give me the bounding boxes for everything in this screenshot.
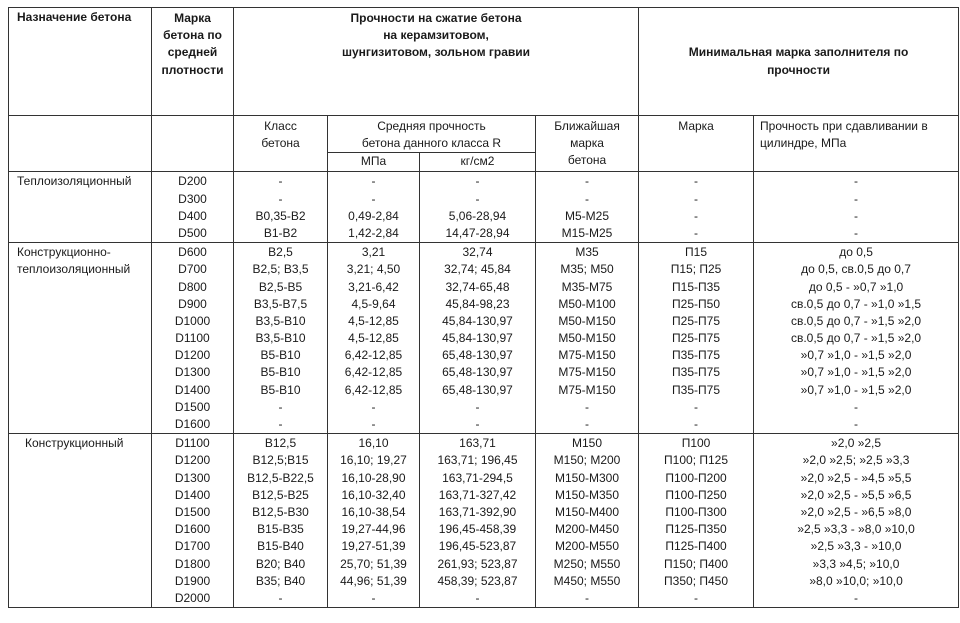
group-row <box>9 434 959 608</box>
sub-kgcm: кг/см2 <box>420 153 536 172</box>
col-kgcm: 163,71 163,71; 196,45 163,71-294,5 163,71-327,42 163,71-392,90 196,45-458,39 196,45-523,87 261,93; 523,87 458,39; 523,87 - <box>420 434 536 608</box>
header-mark-density: Марка бетона по средней плотности <box>152 8 234 116</box>
col-filler-mark: П100 П100; П125 П100-П200 П100-П250 П100-П300 П125-П350 П125-П400 П150; П400 П350; П450 - <box>639 434 754 608</box>
col-mpa: - - 0,49-2,84 1,42-2,84 <box>328 172 420 243</box>
sub-class: Класс бетона <box>234 116 328 172</box>
group-purpose: Конструкционно- теплоизоляционный <box>9 243 152 434</box>
sub-nearest: Ближайшая марка бетона <box>536 116 639 172</box>
header-purpose: Назначение бетона <box>9 8 152 116</box>
col-class: B12,5 B12,5;B15 B12,5-B22,5 B12,5-B25 B12,5-B30 B15-B35 B15-B40 B20; B40 B35; B40 - <box>234 434 328 608</box>
col-kgcm: 32,74 32,74; 45,84 32,74-65,48 45,84-98,23 45,84-130,97 45,84-130,97 65,48-130,97 65,48-130,97 65,48-130,97 - - <box>420 243 536 434</box>
group-purpose: Теплоизоляционный <box>9 172 152 243</box>
col-class: B2,5 B2,5; B3,5 B2,5-B5 B3,5-B7,5 B3,5-B10 B3,5-B10 B5-B10 B5-B10 B5-B10 - - <box>234 243 328 434</box>
col-filler-strength: - - - - <box>754 172 959 243</box>
sub-mpa: МПа <box>328 153 420 172</box>
col-filler-strength: »2,0 »2,5 »2,0 »2,5; »2,5 »3,3 »2,0 »2,5 - »4,5 »5,5 »2,0 »2,5 - »5,5 »6,5 »2,0 »2,5 - »6,5 »8,0 »2,5 »3,3 - »8,0 »10,0 »2,5 »3,3 - »10,0 »3,3 »4,5; »10,0 »8,0 »10,0; »10,0 - <box>754 434 959 608</box>
concrete-table <box>8 7 959 608</box>
col-kgcm: - - 5,06-28,94 14,47-28,94 <box>420 172 536 243</box>
col-density: D200 D300 D400 D500 <box>152 172 234 243</box>
col-filler-mark: П15 П15; П25 П15-П35 П25-П50 П25-П75 П25-П75 П35-П75 П35-П75 П35-П75 - - <box>639 243 754 434</box>
col-density: D600 D700 D800 D900 D1000 D1100 D1200 D1300 D1400 D1500 D1600 <box>152 243 234 434</box>
group-purpose: Конструкционный <box>9 434 152 608</box>
group-row <box>9 243 959 434</box>
sub-filler-mark: Марка <box>639 116 754 172</box>
col-nearest: - - M5-M25 M15-M25 <box>536 172 639 243</box>
sub-empty-1 <box>9 116 152 172</box>
group-row <box>9 172 959 243</box>
col-filler-strength: до 0,5 до 0,5, св.0,5 до 0,7 до 0,5 - »0,7 »1,0 св.0,5 до 0,7 - »1,0 »1,5 св.0,5 до 0,7 - »1,5 »2,0 св.0,5 до 0,7 - »1,5 »2,0 »0,7 »1,0 - »1,5 »2,0 »0,7 »1,0 - »1,5 »2,0 »0,7 »1,0 - »1,5 »2,0 - - <box>754 243 959 434</box>
col-mpa: 16,10 16,10; 19,27 16,10-28,90 16,10-32,40 16,10-38,54 19,27-44,96 19,27-51,39 25,70; 51,39 44,96; 51,39 - <box>328 434 420 608</box>
col-mpa: 3,21 3,21; 4,50 3,21-6,42 4,5-9,64 4,5-12,85 4,5-12,85 6,42-12,85 6,42-12,85 6,42-12,85 - - <box>328 243 420 434</box>
col-nearest: M150 M150; M200 M150-M300 M150-M350 M150-M400 M200-M450 M200-M550 M250; M550 M450; M550 - <box>536 434 639 608</box>
col-nearest: M35 M35; M50 M35-M75 M50-M100 M50-M150 M50-M150 M75-M150 M75-M150 M75-M150 - - <box>536 243 639 434</box>
header-filler: Минимальная марка заполнителя по прочности <box>639 8 959 116</box>
sub-avg-strength: Средняя прочность бетона данного класса R <box>328 116 536 153</box>
col-class: - - B0,35-B2 B1-B2 <box>234 172 328 243</box>
col-density: D1100 D1200 D1300 D1400 D1500 D1600 D1700 D1800 D1900 D2000 <box>152 434 234 608</box>
sub-filler-strength: Прочность при сдавливании в цилиндре, МПа <box>754 116 959 172</box>
sub-empty-2 <box>152 116 234 172</box>
col-filler-mark: - - - - <box>639 172 754 243</box>
header-strength: Прочности на сжатие бетона на керамзитовом, шунгизитовом, зольном гравии <box>234 8 639 116</box>
